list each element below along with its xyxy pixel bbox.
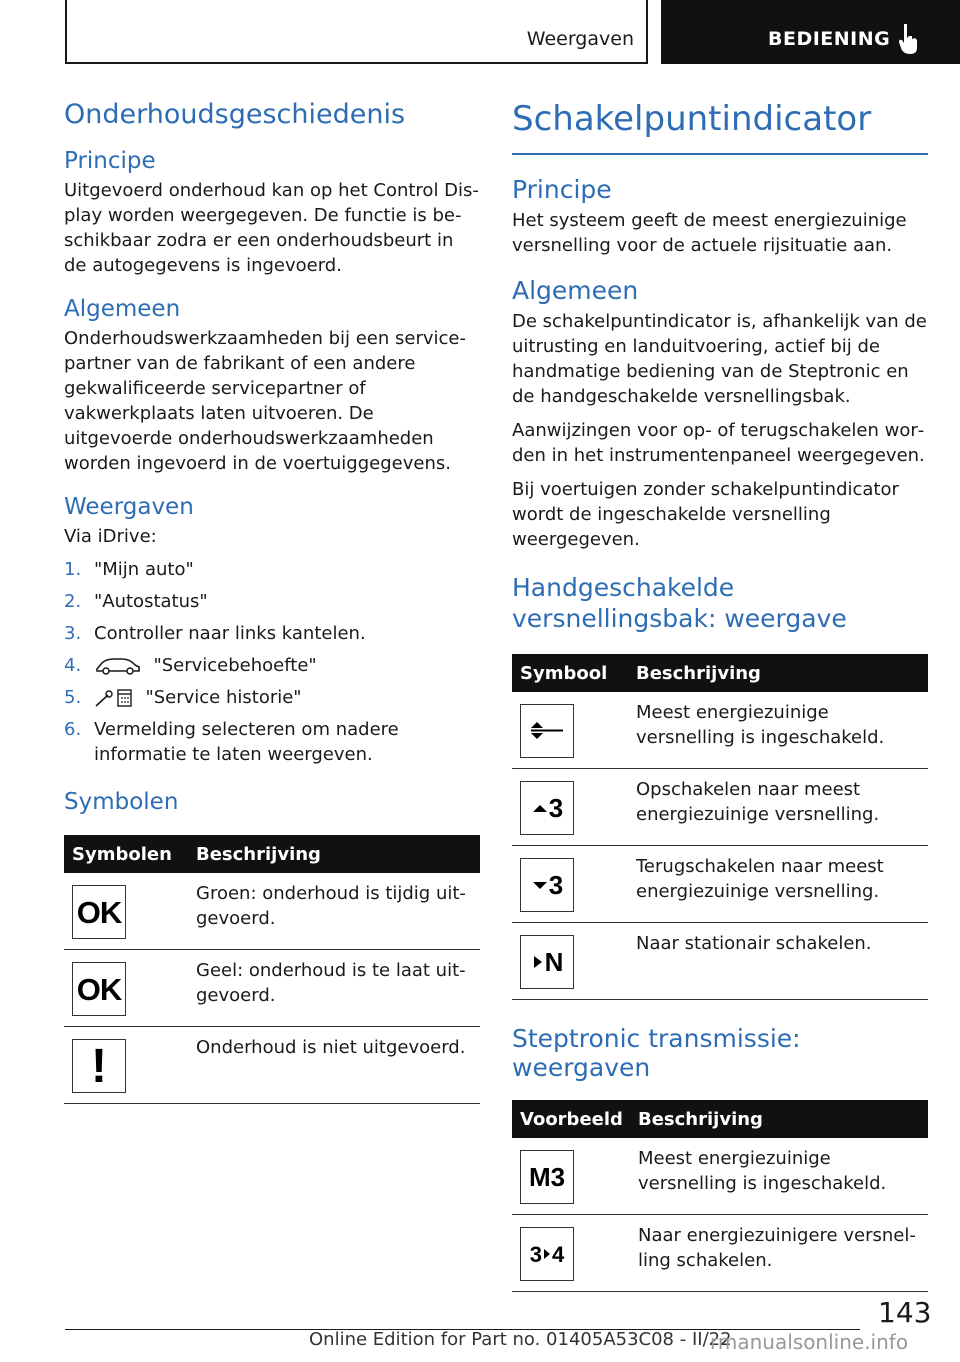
paragraph-algemeen-1: De schakelpuntindicator is, afhankelijk van de uitrusting en landuitvoering, actief bij de handmatige bediening van de Steptronic en de handgeschakelde versnellingsbak. <box>512 311 927 407</box>
watermark: rmanualsonline.info <box>710 1330 909 1354</box>
table-header-beschrijving: Beschrijving <box>630 1100 928 1138</box>
paragraph-via-idrive: Via iDrive: <box>64 526 157 547</box>
gear-3-to-4-icon: 3 4 <box>520 1227 574 1281</box>
table-cell: Meest energiezuinige versnelling is ingeschakeld. <box>628 692 928 769</box>
left-column <box>64 95 480 1104</box>
table-row <box>512 846 928 923</box>
table-header-symbool: Symbool <box>512 654 628 692</box>
steps-list <box>64 557 480 767</box>
table-cell: Naar stationair schakelen. <box>628 923 928 1000</box>
table-cell: Terugschakelen naar meest energiezuinige versnelling. <box>628 846 928 923</box>
list-item: 4. "Servicebehoefte" <box>64 655 317 676</box>
heading-algemeen: Algemeen <box>512 276 639 305</box>
table-header-beschrijving: Beschrijving <box>188 835 480 873</box>
car-icon <box>94 656 142 676</box>
right-column <box>512 95 928 1292</box>
heading-principe: Principe <box>64 148 156 174</box>
paragraph-principe: Het systeem geeft de meest energiezuinige versnelling voor de actuele rijsituatie aan. <box>512 210 907 256</box>
section-title-onderhoud: Onderhoudsgeschiedenis <box>64 99 406 130</box>
heading-weergaven: Weergaven <box>64 494 194 520</box>
hand-pointer-icon <box>896 22 924 56</box>
paragraph-algemeen-2: Aanwijzingen voor op- of terugschakelen worden in het instrumentenpaneel weergegeven. <box>512 420 925 466</box>
list-item: 1. "Mijn auto" <box>64 559 194 580</box>
table-row <box>64 1027 480 1104</box>
table-cell: Meest energiezuinige versnelling is ingeschakeld. <box>630 1138 928 1215</box>
table-row <box>64 873 480 950</box>
manual-gear-table <box>512 654 928 1000</box>
page-number: 143 <box>878 1296 932 1329</box>
table-cell: Onderhoud is niet uitgevoerd. <box>188 1027 480 1104</box>
gear-m3-icon: M3 <box>520 1150 574 1204</box>
shift-up-icon: 3 <box>520 781 574 835</box>
list-item: 3. Controller naar links kantelen. <box>64 623 366 644</box>
wrench-calendar-icon <box>94 687 134 709</box>
ok-green-icon: OK <box>72 885 126 939</box>
list-item: 6. Vermelding selecteren om nadere informatie te laten weergeven. <box>64 719 399 765</box>
heading-steptronic: Steptronic transmissie: weergaven <box>512 1024 801 1082</box>
header-section-label: Weergaven <box>526 28 634 50</box>
table-cell: Geel: onderhoud is te laat uitgevoerd. <box>188 950 480 1027</box>
heading-principe: Principe <box>512 175 612 204</box>
header-section-tab <box>65 0 648 64</box>
shift-neutral-icon: N <box>520 935 574 989</box>
table-row <box>64 950 480 1027</box>
table-row <box>512 1138 928 1215</box>
heading-handgeschakelde: Handgeschakelde versnellingsbak: weergave <box>512 573 847 633</box>
table-header-symbolen: Symbolen <box>64 835 188 873</box>
symbols-table <box>64 835 480 1104</box>
header-chapter-tab <box>661 0 960 64</box>
paragraph-principe: Uitgevoerd onderhoud kan op het Control Display worden weergegeven. De functie is beschikbaar zodra er een onderhoudsbeurt in de autogegevens is ingevoerd. <box>64 180 479 276</box>
exclamation-icon: ! <box>72 1039 126 1093</box>
table-header-beschrijving: Beschrijving <box>628 654 928 692</box>
edition-note: Online Edition for Part no. 01405A53C08 - II/22 <box>309 1329 732 1350</box>
table-row <box>512 923 928 1000</box>
up-down-arrows-icon <box>520 704 574 758</box>
heading-algemeen: Algemeen <box>64 296 181 322</box>
section-title-schakelpunt: Schakelpuntindicator <box>512 99 928 155</box>
paragraph-algemeen: Onderhoudswerkzaamheden bij een servicepartner van de fabrikant of een andere gekwalificeerde servicepartner of vakwerkplaats laten uitvoeren. De uitgevoerde onderhoudswerkzaamheden worden ingevoerd in de voertuiggegevens. <box>64 328 466 474</box>
table-row <box>512 1215 928 1292</box>
list-item: 2. "Autostatus" <box>64 591 208 612</box>
table-header-voorbeeld: Voorbeeld <box>512 1100 630 1138</box>
list-item: 5. "Service historie" <box>64 687 302 708</box>
table-cell: Groen: onderhoud is tijdig uitgevoerd. <box>188 873 480 950</box>
paragraph-algemeen-3: Bij voertuigen zonder schakelpuntindicator wordt de ingeschakelde versnelling weergegeven. <box>512 479 899 550</box>
ok-yellow-icon: OK <box>72 962 126 1016</box>
header-chapter-label: BEDIENING <box>768 28 891 50</box>
table-row <box>512 769 928 846</box>
table-cell: Opschakelen naar meest energiezuinige versnelling. <box>628 769 928 846</box>
table-row <box>512 692 928 769</box>
shift-down-icon: 3 <box>520 858 574 912</box>
table-cell: Naar energiezuinigere versnelling schakelen. <box>630 1215 928 1292</box>
heading-symbolen: Symbolen <box>64 789 179 815</box>
steptronic-table <box>512 1100 928 1292</box>
